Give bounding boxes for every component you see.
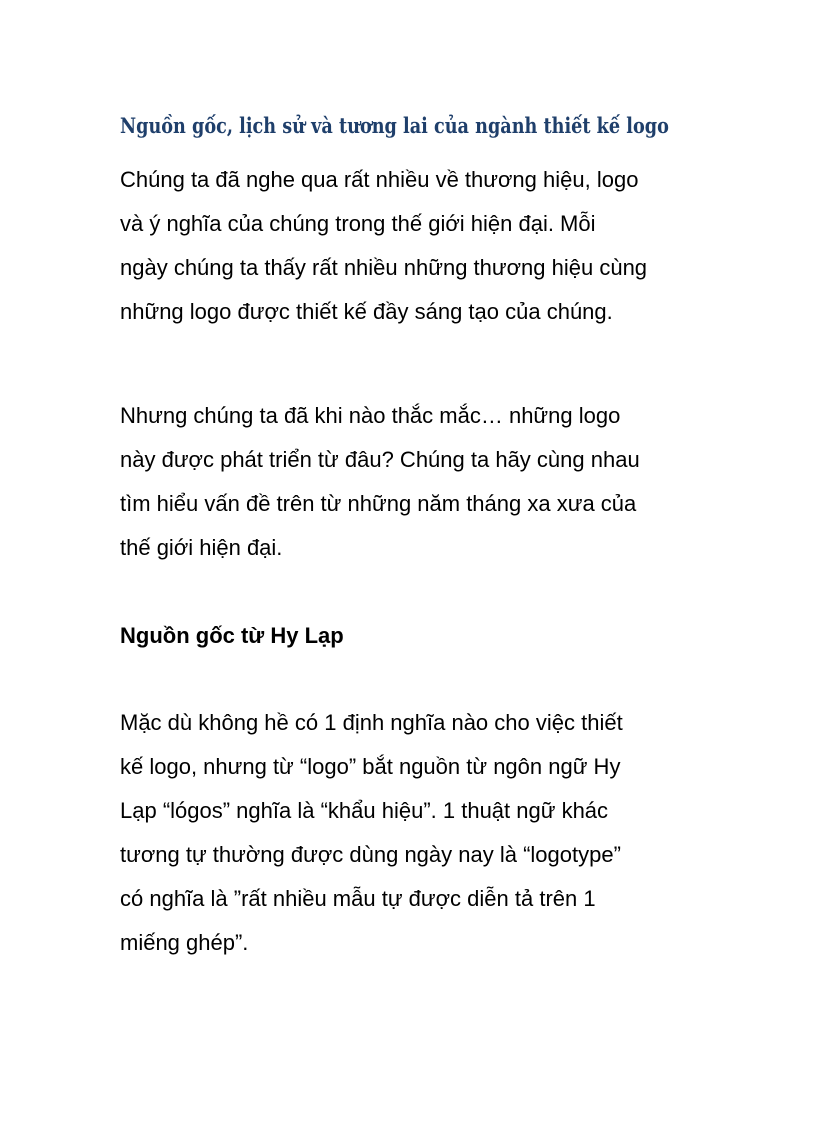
intro-paragraph xyxy=(120,158,710,334)
document-title: Nguồn gốc, lịch sử và tương lai của ngành thiết kế logo xyxy=(120,113,669,138)
paragraph-line: này được phát triển từ đâu? Chúng ta hãy cùng nhau xyxy=(120,447,640,472)
paragraph-line: kế logo, nhưng từ “logo” bắt nguồn từ ngôn ngữ Hy xyxy=(120,754,621,779)
paragraph-line: những logo được thiết kế đầy sáng tạo của chúng. xyxy=(120,299,613,324)
section-body-paragraph xyxy=(120,701,710,965)
paragraph-line: Mặc dù không hề có 1 định nghĩa nào cho việc thiết xyxy=(120,710,623,735)
paragraph-line: tìm hiểu vấn đề trên từ những năm tháng xa xưa của xyxy=(120,491,637,516)
section-heading: Nguồn gốc từ Hy Lạp xyxy=(120,623,344,648)
paragraph-line: tương tự thường được dùng ngày nay là “logotype” xyxy=(120,842,621,867)
paragraph-line: Lạp “lógos” nghĩa là “khẩu hiệu”. 1 thuật ngữ khác xyxy=(120,798,609,823)
question-paragraph xyxy=(120,394,710,570)
paragraph-line: Chúng ta đã nghe qua rất nhiều về thương hiệu, logo xyxy=(120,167,639,192)
paragraph-line: và ý nghĩa của chúng trong thế giới hiện đại. Mỗi xyxy=(120,211,596,236)
paragraph-line: thế giới hiện đại. xyxy=(120,535,283,560)
paragraph-line: miếng ghép”. xyxy=(120,930,249,955)
paragraph-line: Nhưng chúng ta đã khi nào thắc mắc… những logo xyxy=(120,403,621,428)
paragraph-line: có nghĩa là ”rất nhiều mẫu tự được diễn tả trên 1 xyxy=(120,886,596,911)
paragraph-line: ngày chúng ta thấy rất nhiều những thương hiệu cùng xyxy=(120,255,648,280)
